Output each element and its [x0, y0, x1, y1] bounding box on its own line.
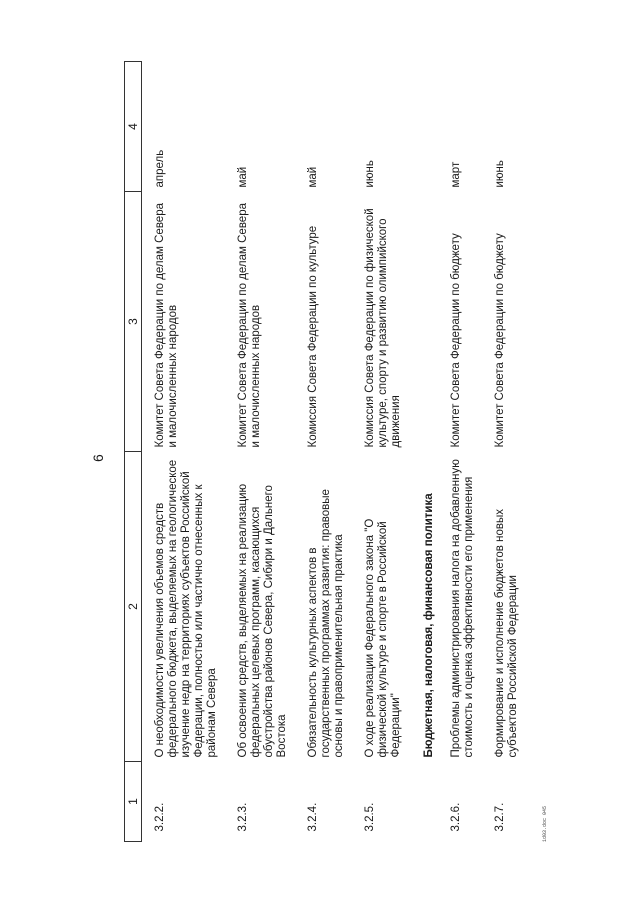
item-responsible: Комиссия Совета Федерации по физической культуре, спорту и развитию олимпийского движения	[364, 208, 402, 448]
item-title: Обязательность культурных аспектов в государственных программах развития: правовые основы и правоприменительная практика	[307, 489, 345, 758]
item-responsible: Комиссия Совета Федерации по культуре	[307, 225, 319, 448]
item-title: Об освоении средств, выделяемых на реализацию федеральных целевых программ, касающихся обустройства районов Севера, Сибири и Дальнего Востока	[237, 483, 288, 758]
item-month: апрель	[154, 149, 166, 188]
table-header-row	[125, 62, 142, 842]
column-header-3: 3	[125, 192, 142, 452]
rotated-sheet	[70, 62, 560, 842]
item-title: О ходе реализации Федерального закона "О физической культуре и спорте в Российской Федерации"	[364, 518, 402, 758]
item-month: июнь	[364, 160, 376, 188]
table-row	[225, 62, 295, 842]
table-row	[438, 62, 482, 842]
section-heading-row	[409, 62, 438, 842]
column-header-1: 1	[125, 762, 142, 842]
footer-code: 1d03.doc 045	[542, 805, 548, 842]
item-number: 3.2.3.	[237, 802, 249, 832]
item-responsible: Комитет Совета Федерации по делам Севера и малочисленных народов	[154, 203, 179, 448]
item-responsible: Комитет Совета Федерации по делам Севера и малочисленных народов	[237, 203, 262, 448]
item-title: Проблемы администрирования налога на добавленную стоимость и оценка эффективности его применения	[450, 459, 475, 758]
item-number: 3.2.4.	[307, 802, 319, 832]
plan-table	[124, 61, 526, 842]
section-heading: Бюджетная, налоговая, финансовая политика	[423, 493, 435, 758]
table-row	[352, 62, 409, 842]
item-number: 3.2.7.	[494, 802, 506, 832]
table-row	[295, 62, 352, 842]
item-month: март	[450, 161, 462, 188]
item-number: 3.2.5.	[364, 802, 376, 832]
item-number: 3.2.2.	[154, 802, 166, 832]
column-header-2: 2	[125, 452, 142, 762]
item-title: О необходимости увеличения объемов средств федерального бюджета, выделяемых на геологическое изучение недр на территориях субъектов Российской Федерации, полностью или частично отнесенных к районам Севера	[154, 459, 218, 758]
table-row	[482, 62, 526, 842]
item-responsible: Комитет Совета Федерации по бюджету	[494, 233, 506, 448]
item-month: июнь	[494, 160, 506, 188]
column-header-4: 4	[125, 62, 142, 192]
item-title: Формирование и исполнение бюджетов новых субъектов Российской Федерации	[494, 509, 519, 758]
item-month: май	[307, 166, 319, 188]
item-month: май	[237, 166, 249, 188]
item-responsible: Комитет Совета Федерации по бюджету	[450, 233, 462, 448]
page-number: 6	[90, 454, 106, 462]
table-row	[142, 62, 226, 842]
item-number: 3.2.6.	[450, 802, 462, 832]
